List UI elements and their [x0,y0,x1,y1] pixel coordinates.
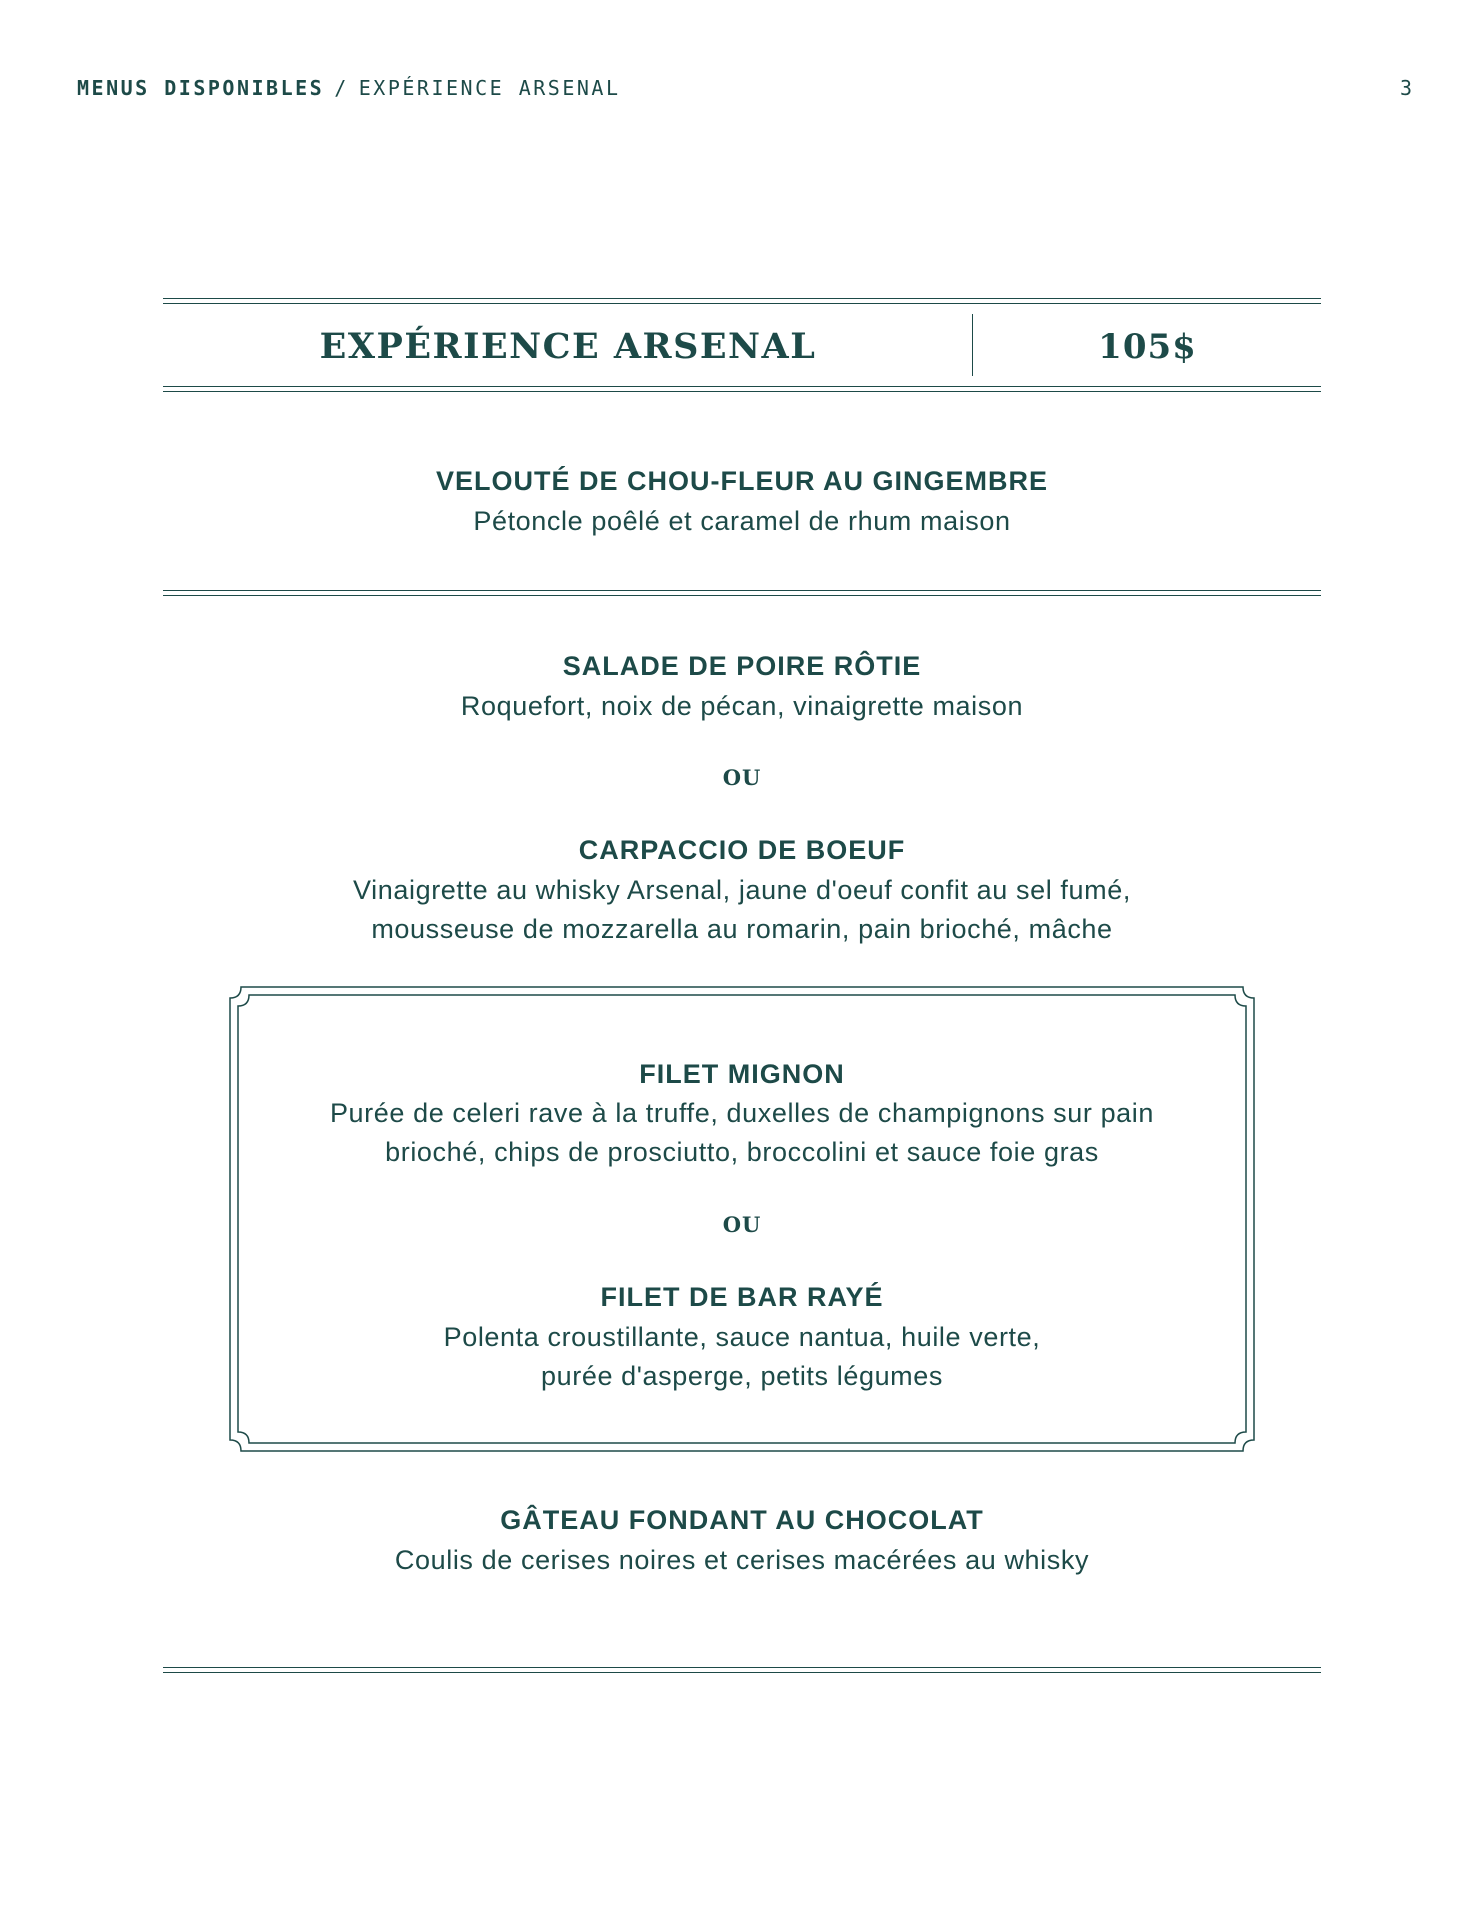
starter-description: Pétoncle poêlé et caramel de rhum maison [473,506,1011,536]
main-option-b-description-line-2: purée d'asperge, petits légumes [541,1361,943,1391]
appetizer-option-b-description-line-1: Vinaigrette au whisky Arsenal, jaune d'oeuf confit au sel fumé, [353,875,1131,905]
appetizer-or-label: OU [722,765,762,790]
main-option-a-description-line-1: Purée de celeri rave à la truffe, duxelles de champignons sur pain [329,1098,1155,1128]
breadcrumb [77,76,621,100]
dessert-description: Coulis de cerises noires et cerises macérées au whisky [394,1545,1090,1575]
breadcrumb-section: MENUS DISPONIBLES [77,76,325,100]
appetizer-option-a-name: SALADE DE POIRE RÔTIE [562,651,922,681]
menu-title: EXPÉRIENCE ARSENAL [319,326,817,367]
appetizer-option-a-description: Roquefort, noix de pécan, vinaigrette maison [460,691,1024,721]
appetizer-option-b-name: CARPACCIO DE BOEUF [578,835,906,865]
main-option-b-name: FILET DE BAR RAYÉ [600,1282,884,1312]
main-or-label: OU [722,1212,762,1237]
breadcrumb-separator: / [334,76,349,100]
main-option-a-name: FILET MIGNON [639,1059,845,1089]
appetizer-option-b-description-line-2: mousseuse de mozzarella au romarin, pain brioché, mâche [371,914,1113,944]
breadcrumb-subsection: EXPÉRIENCE ARSENAL [358,76,621,100]
dessert-name: GÂTEAU FONDANT AU CHOCOLAT [500,1505,984,1535]
main-option-b-description-line-1: Polenta croustillante, sauce nantua, huile verte, [443,1322,1041,1352]
section-rule [163,590,1321,596]
title-bottom-rule [163,386,1321,392]
starter-name: VELOUTÉ DE CHOU-FLEUR AU GINGEMBRE [435,466,1048,496]
page-number: 3 [1399,76,1412,100]
menu-price: 105$ [1098,326,1197,367]
main-option-a-description-line-2: brioché, chips de prosciutto, broccolini et sauce foie gras [385,1137,1099,1167]
menu-title-band [163,300,1321,393]
closing-rule [163,1667,1321,1673]
title-divider [972,314,973,376]
